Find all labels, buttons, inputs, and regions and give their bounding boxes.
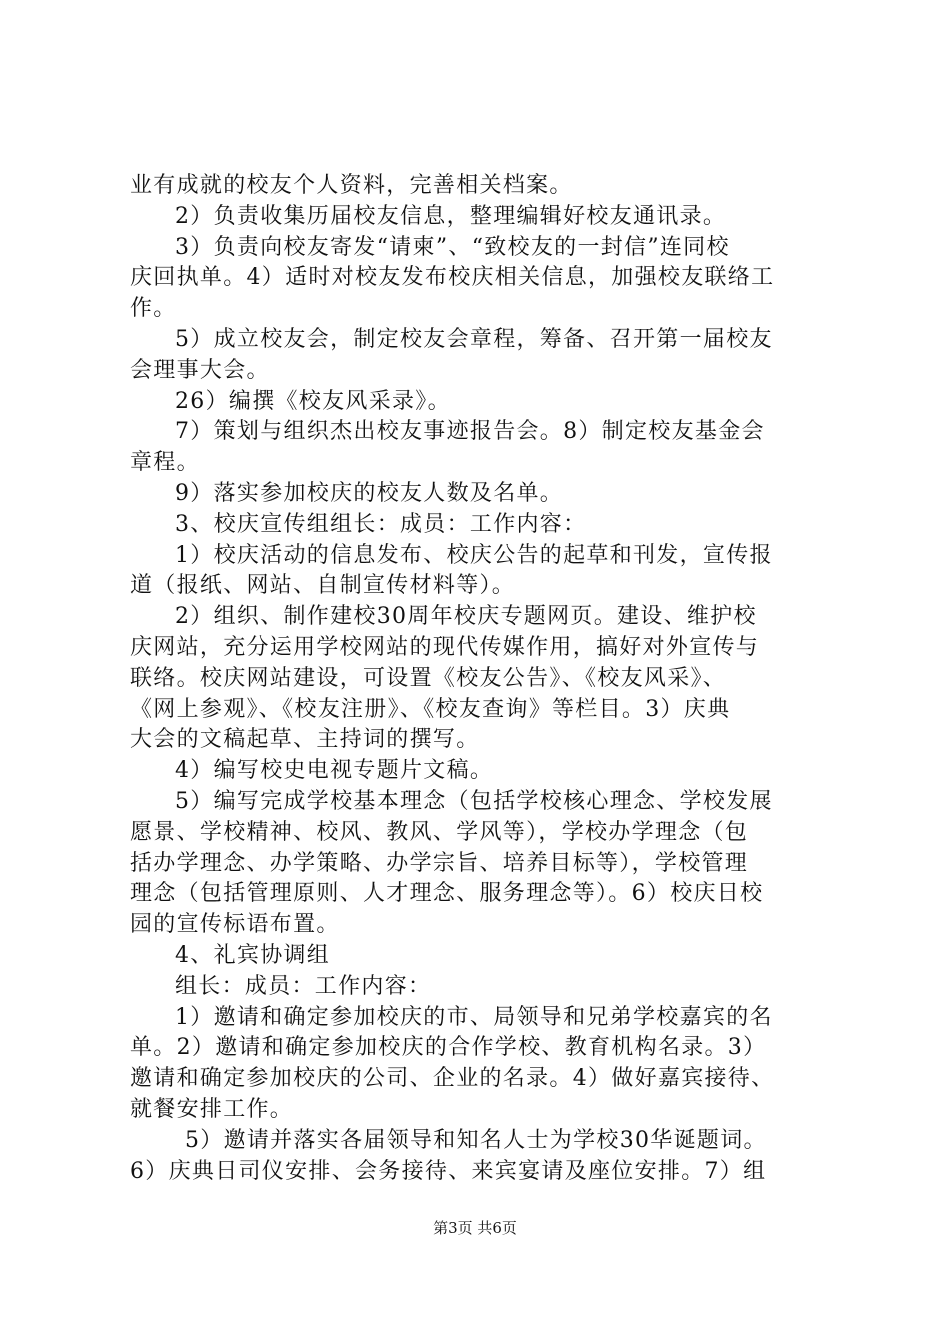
text-line: 会理事大会。 bbox=[130, 357, 270, 383]
text-line: 道（报纸、网站、自制宣传材料等）。 bbox=[130, 573, 516, 599]
text-line: 就餐安排工作。 bbox=[130, 1096, 294, 1122]
page-footer: 第3页 共6页 bbox=[433, 1219, 517, 1237]
text-line: 3、校庆宣传组组长：成员：工作内容： bbox=[175, 511, 587, 537]
text-line: 7）策划与组织杰出校友事迹报告会。8）制定校友基金会 bbox=[175, 419, 765, 445]
text-line: 6）庆典日司仪安排、会务接待、来宾宴请及座位安排。7）组 bbox=[130, 1158, 767, 1184]
text-line: 作。 bbox=[130, 296, 177, 322]
text-line: 愿景、学校精神、校风、教风、学风等），学校办学理念（包 bbox=[130, 819, 749, 845]
text-line: 1）邀请和确定参加校庆的市、局领导和兄弟学校嘉宾的名 bbox=[175, 1004, 773, 1030]
text-line: 园的宣传标语布置。 bbox=[130, 912, 340, 938]
text-line: 章程。 bbox=[130, 450, 200, 476]
text-line: 2）负责收集历届校友信息，整理编辑好校友通讯录。 bbox=[175, 203, 727, 229]
text-line: 庆网站，充分运用学校网站的现代传媒作用，搞好对外宣传与 bbox=[130, 634, 760, 660]
document-body bbox=[130, 171, 840, 1187]
text-line: 4、礼宾协调组 bbox=[175, 942, 331, 968]
text-line: 理念（包括管理原则、人才理念、服务理念等）。6）校庆日校 bbox=[130, 881, 764, 907]
text-line: 1）校庆活动的信息发布、校庆公告的起草和刊发，宣传报 bbox=[175, 542, 773, 568]
text-line: 单。2）邀请和确定参加校庆的合作学校、教育机构名录。3） bbox=[130, 1035, 767, 1061]
text-line: 5）邀请并落实各届领导和知名人士为学校30华诞题词。 bbox=[185, 1127, 767, 1153]
text-line: 组长：成员：工作内容： bbox=[175, 973, 432, 999]
text-line: 联络。校庆网站建设，可设置《校友公告》、《校友风采》、 bbox=[130, 665, 727, 691]
text-line: 邀请和确定参加校庆的公司、企业的名录。4）做好嘉宾接待、 bbox=[130, 1066, 775, 1092]
text-line: 2）组织、制作建校30周年校庆专题网页。建设、维护校 bbox=[175, 604, 757, 630]
text-line: 9）落实参加校庆的校友人数及名单。 bbox=[175, 480, 564, 506]
text-line: 《网上参观》、《校友注册》、《校友查询》等栏目。3）庆典 bbox=[130, 696, 731, 722]
text-line: 括办学理念、办学策略、办学宗旨、培养目标等），学校管理 bbox=[130, 850, 749, 876]
text-line: 5）成立校友会，制定校友会章程，筹备、召开第一届校友 bbox=[175, 326, 773, 352]
text-line: 业有成就的校友个人资料，完善相关档案。 bbox=[130, 173, 573, 198]
text-line: 大会的文稿起草、主持词的撰写。 bbox=[130, 727, 480, 753]
text-line: 3）负责向校友寄发“请柬”、“致校友的一封信”连同校 bbox=[175, 234, 730, 260]
text-line: 26）编撰《校友风采录》。 bbox=[175, 388, 451, 414]
text-line: 庆回执单。4）适时对校友发布校庆相关信息，加强校友联络工 bbox=[130, 265, 775, 291]
text-line: 4）编写校史电视专题片文稿。 bbox=[175, 758, 494, 784]
text-line: 5）编写完成学校基本理念（包括学校核心理念、学校发展 bbox=[175, 788, 773, 814]
